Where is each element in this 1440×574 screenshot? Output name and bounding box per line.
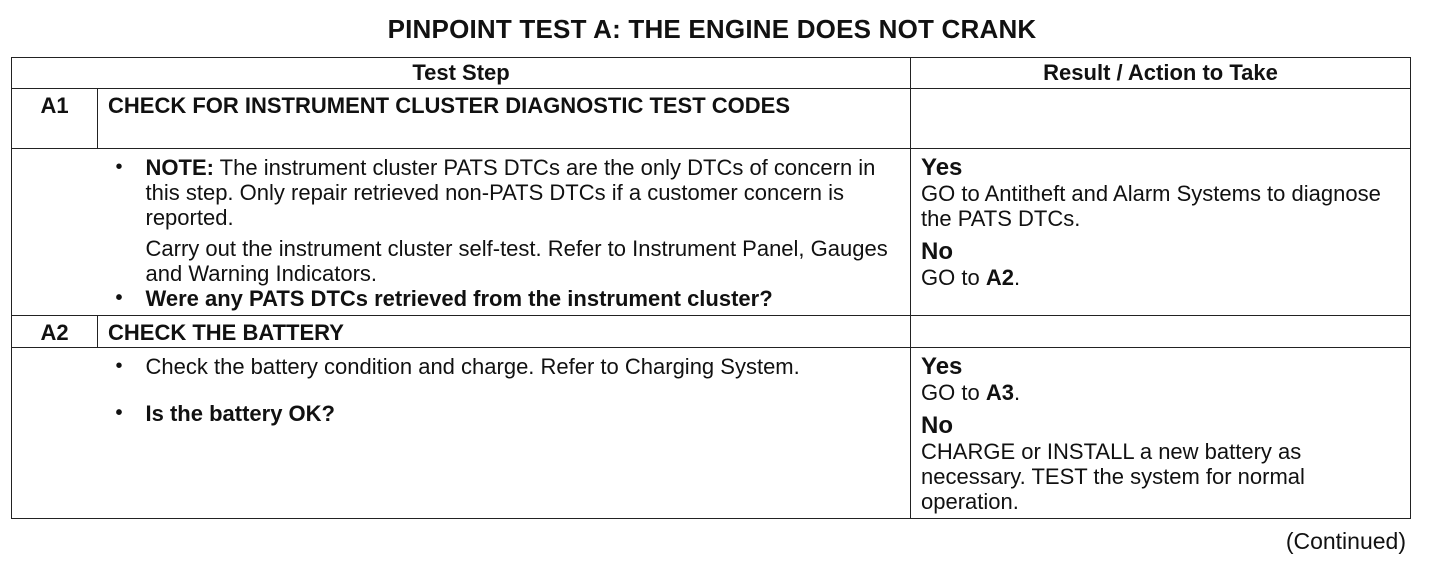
note-text: The instrument cluster PATS DTCs are the only DTCs of concern in this step. Only repair retrieved non-PATS DTCs if a customer concern is reported. [145,155,876,230]
no-label: No [921,238,954,265]
step-title: CHECK FOR INSTRUMENT CLUSTER DIAGNOSTIC TEST CODES [98,89,911,149]
no-action [921,265,1400,290]
step-body [98,149,911,316]
page-title: PINPOINT TEST A: THE ENGINE DOES NOT CRANK [387,14,1037,44]
header-test-step: Test Step [12,58,911,89]
question-text: • Is the battery OK? [108,401,901,426]
note-label: NOTE: [145,155,214,180]
yes-label: Yes [921,353,963,380]
instruction-text: • Check the battery condition and charge. Refer to Charging System. [108,354,901,379]
result-empty-cell [911,316,1411,348]
yes-action: GO to Antitheft and Alarm Systems to diagnose the PATS DTCs. [921,181,1381,231]
no-action-target: A2 [985,265,1014,290]
result-yes [921,155,1400,231]
continued-label: (Continued) [1285,528,1406,554]
header-result: Result / Action to Take [911,58,1411,89]
step-a1-body-row [12,149,1411,316]
instruction-text: Carry out the instrument cluster self-test. Refer to Instrument Panel, Gauges and Warning Indicators. [145,236,888,286]
step-id: A2 [12,316,98,348]
step-body [98,348,911,519]
table-header-row [12,58,1411,89]
result-no [921,239,1400,290]
no-action: CHARGE or INSTALL a new battery as necessary. TEST the system for normal operation. [921,439,1305,514]
result-cell [911,348,1411,519]
no-action-prefix: GO to [921,265,986,290]
step-a1-title-row [12,89,1411,149]
step-id: A1 [12,89,98,149]
step-id-blank [12,348,98,519]
no-action-suffix: . [1013,265,1021,290]
result-empty-cell [911,89,1411,149]
step-a2-body-row [12,348,1411,519]
step-id-blank [12,149,98,316]
yes-label: Yes [921,154,963,181]
list-item [108,155,901,230]
step-title: CHECK THE BATTERY [98,316,911,348]
yes-action [921,380,1400,405]
result-yes [921,354,1400,405]
yes-action-suffix: . [1013,380,1021,405]
pinpoint-test-table [11,57,1411,519]
yes-action-prefix: GO to [921,380,986,405]
yes-action-target: A3 [985,380,1014,405]
result-cell [911,149,1411,316]
result-no [921,413,1400,514]
question-text: • Were any PATS DTCs retrieved from the instrument cluster? [108,286,901,311]
no-label: No [921,412,954,439]
step-a2-title-row [12,316,1411,348]
